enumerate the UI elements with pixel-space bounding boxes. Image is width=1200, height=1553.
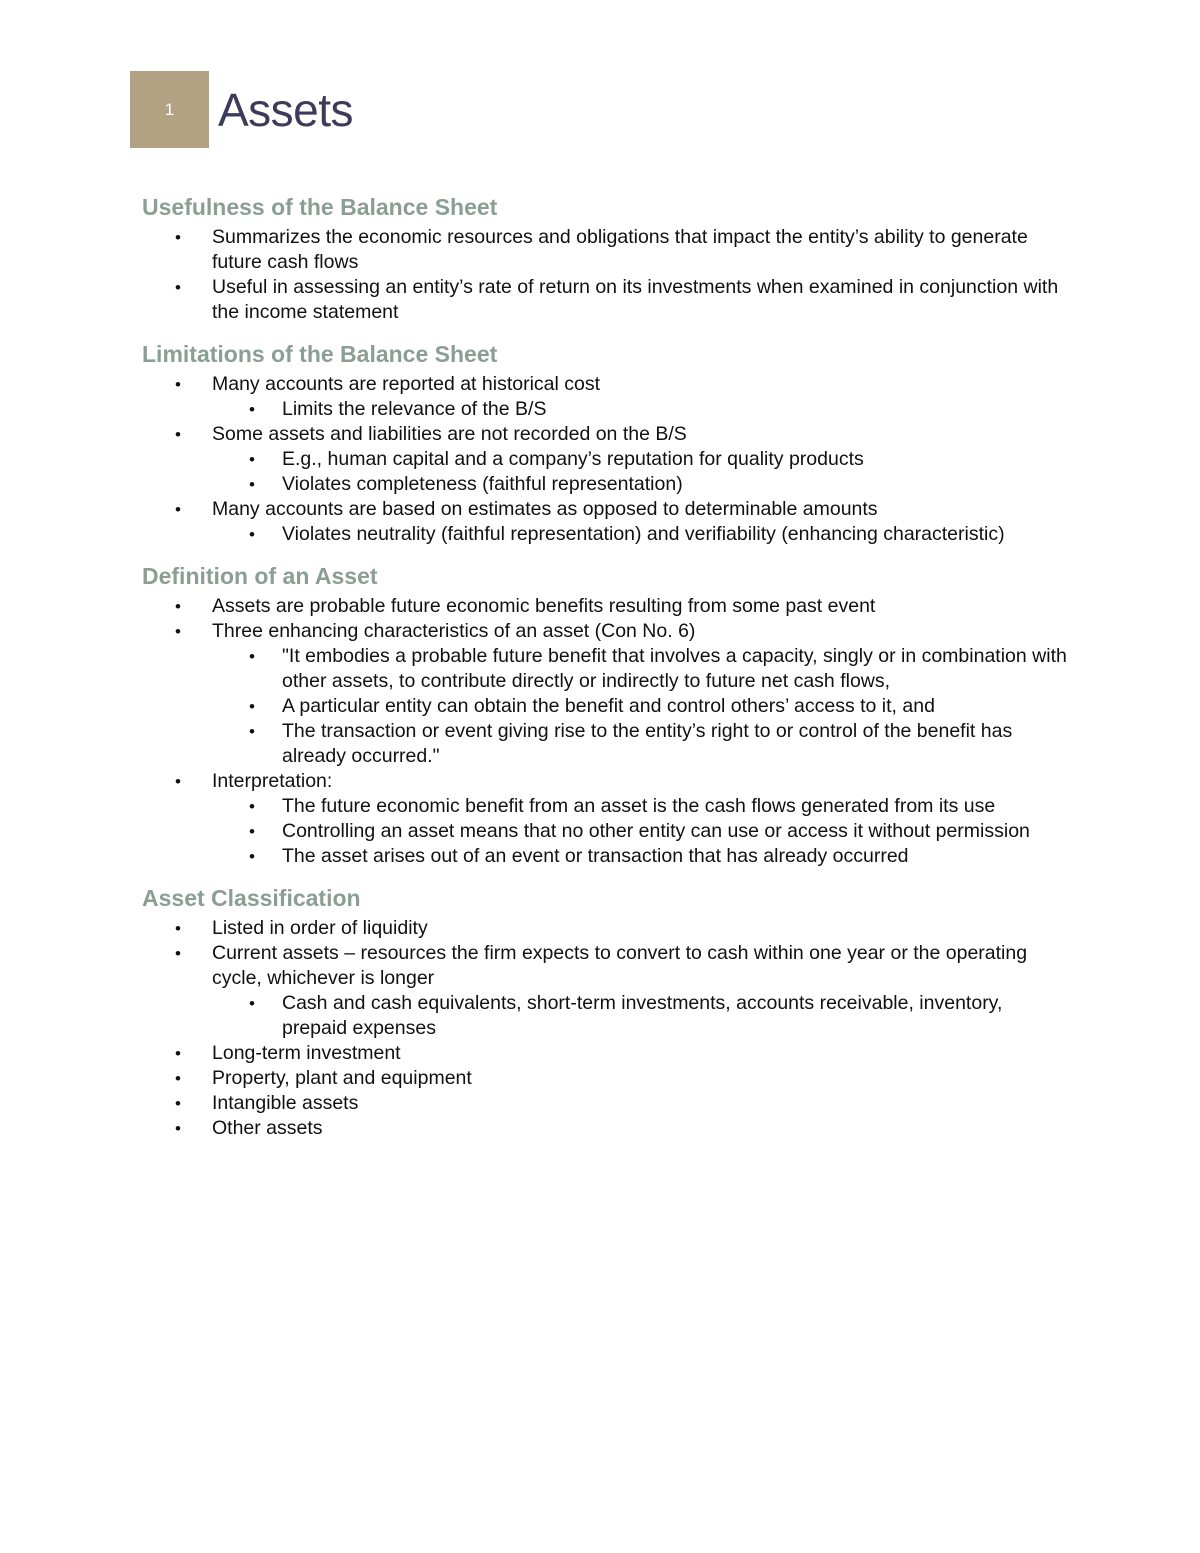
page-title: Assets — [218, 84, 354, 136]
sub-list-item-text: A particular entity can obtain the benefit and control others’ access to it, and — [282, 695, 935, 717]
list-item — [142, 225, 1072, 275]
bullet-icon: • — [249, 450, 255, 469]
sub-list-item — [212, 644, 1072, 694]
sub-list-item — [212, 397, 1072, 422]
list-item-text: Intangible assets — [212, 1092, 359, 1114]
bullet-icon: • — [249, 647, 255, 666]
sub-list-item-text: Controlling an asset means that no other entity can use or access it without permission — [282, 820, 1030, 842]
list-item — [142, 916, 1072, 941]
list-item-text: Long-term investment — [212, 1042, 401, 1064]
bullet-icon: • — [249, 475, 255, 494]
sub-bullet-list — [212, 644, 1072, 769]
bullet-list — [142, 225, 1072, 325]
sub-list-item-text: Violates completeness (faithful representation) — [282, 473, 683, 495]
sub-list-item — [212, 819, 1072, 844]
list-item — [142, 1091, 1072, 1116]
list-item — [142, 497, 1072, 547]
chapter-number-badge — [130, 71, 209, 148]
sub-list-item — [212, 844, 1072, 869]
sub-list-item-text: The transaction or event giving rise to the entity’s right to or control of the benefit has already occurred." — [282, 720, 1013, 767]
list-item-text: Many accounts are reported at historical cost — [212, 373, 601, 395]
sub-list-item-text: Violates neutrality (faithful representation) and verifiability (enhancing characteristic) — [282, 523, 1005, 545]
bullet-icon: • — [175, 1044, 181, 1063]
sub-list-item-text: The asset arises out of an event or transaction that has already occurred — [282, 845, 909, 867]
section — [142, 881, 1072, 1141]
bullet-icon: • — [175, 622, 181, 641]
sub-list-item — [212, 472, 1072, 497]
bullet-icon: • — [249, 994, 255, 1013]
list-item — [142, 422, 1072, 497]
bullet-list — [142, 916, 1072, 1141]
sub-list-item — [212, 991, 1072, 1041]
sub-list-item-text: "It embodies a probable future benefit that involves a capacity, singly or in combination with other assets, to contribute directly or indirectly to future net cash flows, — [282, 645, 1067, 692]
bullet-icon: • — [175, 375, 181, 394]
bullet-icon: • — [175, 1119, 181, 1138]
sub-bullet-list — [212, 447, 1072, 497]
sub-bullet-list — [212, 522, 1072, 547]
list-item — [142, 619, 1072, 769]
section-heading: Asset Classification — [142, 885, 361, 911]
bullet-icon: • — [175, 1094, 181, 1113]
list-item-text: Some assets and liabilities are not recorded on the B/S — [212, 423, 687, 445]
list-item-text: Property, plant and equipment — [212, 1067, 472, 1089]
bullet-list — [142, 594, 1072, 869]
sub-list-item — [212, 694, 1072, 719]
list-item-text: Assets are probable future economic benefits resulting from some past event — [212, 595, 876, 617]
bullet-icon: • — [175, 1069, 181, 1088]
sub-list-item — [212, 719, 1072, 769]
bullet-icon: • — [175, 425, 181, 444]
bullet-list — [142, 372, 1072, 547]
section-heading: Definition of an Asset — [142, 563, 378, 589]
section — [142, 337, 1072, 547]
bullet-icon: • — [249, 797, 255, 816]
list-item-text: Summarizes the economic resources and obligations that impact the entity’s ability to generate future cash flows — [212, 226, 1028, 273]
list-item-text: Three enhancing characteristics of an asset (Con No. 6) — [212, 620, 696, 642]
sub-list-item-text: Limits the relevance of the B/S — [282, 398, 547, 420]
document-body — [142, 190, 1072, 1141]
sub-list-item-text: The future economic benefit from an asset is the cash flows generated from its use — [282, 795, 996, 817]
sub-bullet-list — [212, 397, 1072, 422]
bullet-icon: • — [249, 697, 255, 716]
section-heading: Usefulness of the Balance Sheet — [142, 194, 498, 220]
section-heading: Limitations of the Balance Sheet — [142, 341, 498, 367]
chapter-number: 1 — [164, 99, 175, 119]
list-item — [142, 769, 1072, 869]
bullet-icon: • — [249, 822, 255, 841]
bullet-icon: • — [175, 228, 181, 247]
list-item-text: Other assets — [212, 1117, 323, 1139]
bullet-icon: • — [175, 278, 181, 297]
section — [142, 559, 1072, 869]
sub-list-item — [212, 522, 1072, 547]
list-item — [142, 1116, 1072, 1141]
bullet-icon: • — [249, 400, 255, 419]
bullet-icon: • — [249, 722, 255, 741]
list-item — [142, 941, 1072, 1041]
list-item-text: Useful in assessing an entity’s rate of return on its investments when examined in conjunction with the income statement — [212, 276, 1059, 323]
sub-bullet-list — [212, 794, 1072, 869]
bullet-icon: • — [249, 847, 255, 866]
section — [142, 190, 1072, 325]
bullet-icon: • — [249, 525, 255, 544]
bullet-icon: • — [175, 919, 181, 938]
bullet-icon: • — [175, 772, 181, 791]
list-item-text: Interpretation: — [212, 770, 333, 792]
list-item — [142, 594, 1072, 619]
bullet-icon: • — [175, 944, 181, 963]
bullet-icon: • — [175, 500, 181, 519]
sub-bullet-list — [212, 991, 1072, 1041]
sub-list-item — [212, 794, 1072, 819]
bullet-icon: • — [175, 597, 181, 616]
list-item — [142, 372, 1072, 422]
sub-list-item-text: E.g., human capital and a company’s reputation for quality products — [282, 448, 864, 470]
list-item — [142, 275, 1072, 325]
sub-list-item — [212, 447, 1072, 472]
list-item — [142, 1066, 1072, 1091]
sub-list-item-text: Cash and cash equivalents, short-term investments, accounts receivable, inventory, prepaid expenses — [282, 992, 1003, 1039]
list-item-text: Many accounts are based on estimates as opposed to determinable amounts — [212, 498, 878, 520]
list-item-text: Current assets – resources the firm expects to convert to cash within one year or the operating cycle, whichever is longer — [212, 942, 1028, 989]
list-item-text: Listed in order of liquidity — [212, 917, 428, 939]
list-item — [142, 1041, 1072, 1066]
